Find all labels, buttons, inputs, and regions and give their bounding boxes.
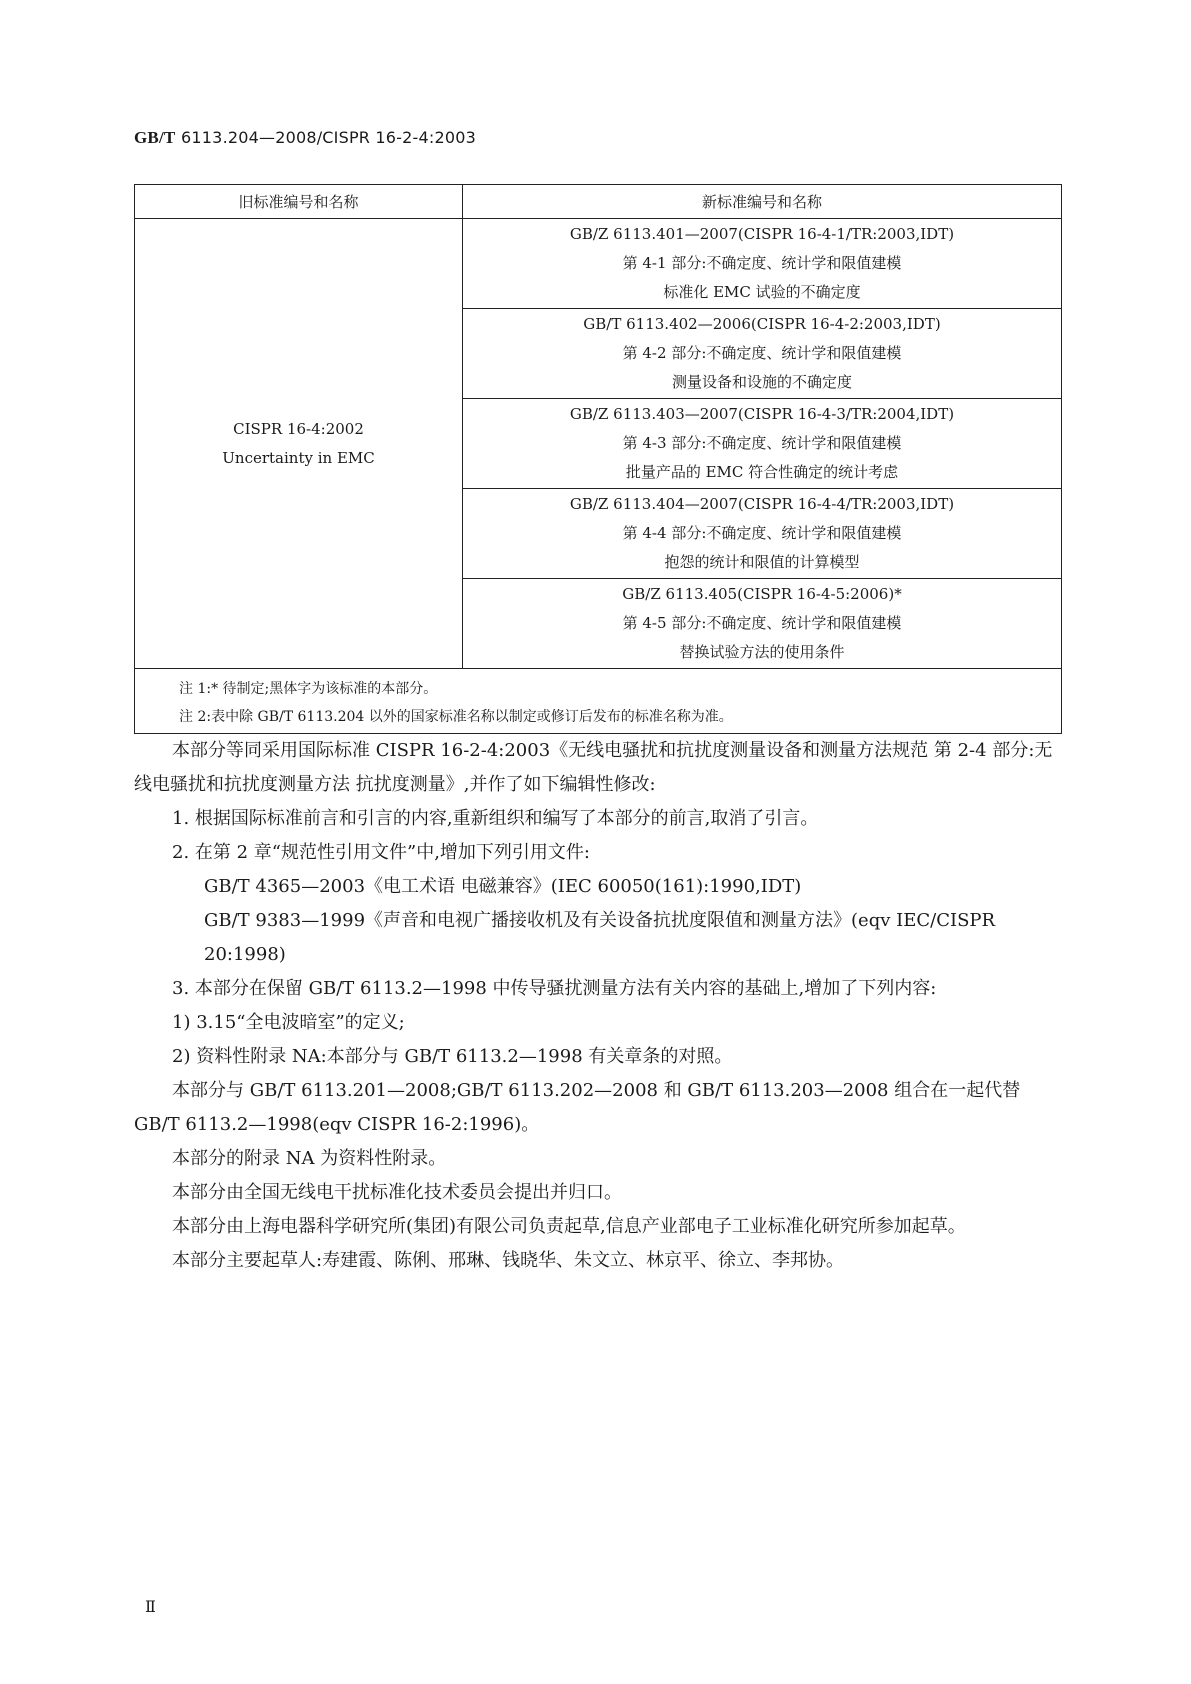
table-header-row [135, 185, 1062, 219]
old-standard-code: CISPR 16-4:2002 [233, 419, 364, 438]
new-standard-code: GB/Z 6113.405(CISPR 16-4-5:2006)* [622, 585, 902, 603]
new-standard-part: 第 4-2 部分:不确定度、统计学和限值建模 [622, 344, 902, 362]
sub-item-2: 2) 资料性附录 NA:本部分与 GB/T 6113.2—1998 有关章条的对照。 [172, 1046, 733, 1067]
reference-1: GB/T 4365—2003《电工术语 电磁兼容》(IEC 60050(161):1990,IDT) [204, 876, 802, 897]
new-standard-title: 抱怨的统计和限值的计算模型 [664, 553, 860, 571]
drafting-org-paragraph: 本部分由上海电器科学研究所(集团)有限公司负责起草,信息产业部电子工业标准化研究所参加起草。 [172, 1216, 966, 1237]
list-item-1: 1. 根据国际标准前言和引言的内容,重新组织和编写了本部分的前言,取消了引言。 [172, 808, 819, 829]
sub-item-1: 1) 3.15“全电波暗室”的定义; [172, 1012, 405, 1033]
foreword-body [134, 734, 1061, 1278]
annex-paragraph: 本部分的附录 NA 为资料性附录。 [172, 1148, 447, 1169]
column-header-old: 旧标准编号和名称 [135, 185, 463, 219]
standard-code: 6113.204—2008/CISPR 16-2-4:2003 [181, 128, 476, 147]
proposed-paragraph: 本部分由全国无线电干扰标准化技术委员会提出并归口。 [172, 1182, 622, 1203]
new-standard-cell [463, 219, 1062, 309]
standards-table [134, 184, 1062, 734]
list-item-2: 2. 在第 2 章“规范性引用文件”中,增加下列引用文件: [172, 842, 590, 863]
old-standard-cell [135, 219, 463, 669]
table-row [135, 219, 1062, 309]
drafters-paragraph: 本部分主要起草人:寿建霞、陈俐、邢琳、钱晓华、朱文立、林京平、徐立、李邦协。 [172, 1250, 845, 1271]
page-header [134, 128, 476, 148]
replacement-paragraph: 本部分与 GB/T 6113.201—2008;GB/T 6113.202—2008 和 GB/T 6113.203—2008 组合在一起代替 GB/T 6113.2—1998(eqv CISPR 16-2:1996)。 [134, 1080, 1021, 1135]
new-standard-cell [463, 309, 1062, 399]
new-standard-cell [463, 579, 1062, 669]
new-standard-part: 第 4-4 部分:不确定度、统计学和限值建模 [622, 524, 902, 542]
new-standard-code: GB/Z 6113.403—2007(CISPR 16-4-3/TR:2004,IDT) [569, 405, 955, 423]
new-standard-cell [463, 399, 1062, 489]
reference-2: GB/T 9383—1999《声音和电视广播接收机及有关设备抗扰度限值和测量方法》(eqv IEC/CISPR 20:1998) [204, 910, 996, 965]
new-standard-code: GB/T 6113.402—2006(CISPR 16-4-2:2003,IDT) [583, 315, 941, 333]
new-standard-part: 第 4-5 部分:不确定度、统计学和限值建模 [622, 614, 902, 632]
new-standard-part: 第 4-3 部分:不确定度、统计学和限值建模 [622, 434, 902, 452]
new-standard-cell [463, 489, 1062, 579]
table-notes-row [135, 669, 1062, 734]
new-standard-code: GB/Z 6113.401—2007(CISPR 16-4-1/TR:2003,IDT) [569, 225, 955, 243]
new-standard-part: 第 4-1 部分:不确定度、统计学和限值建模 [622, 254, 902, 272]
table-note-2: 注 2:表中除 GB/T 6113.204 以外的国家标准名称以制定或修订后发布的标准名称为准。 [179, 709, 733, 725]
column-header-new: 新标准编号和名称 [463, 185, 1062, 219]
intro-paragraph: 本部分等同采用国际标准 CISPR 16-2-4:2003《无线电骚扰和抗扰度测量设备和测量方法规范 第 2-4 部分:无线电骚扰和抗扰度测量方法 抗扰度测量》,并作了如下编辑性修改: [134, 740, 1053, 795]
page-number: Ⅱ [145, 1597, 156, 1616]
table-note-1: 注 1:* 待制定;黑体字为该标准的本部分。 [179, 681, 438, 697]
table-notes [135, 669, 1062, 734]
standard-code-bold: GB/T [134, 128, 176, 147]
old-standard-name: Uncertainty in EMC [222, 448, 375, 467]
new-standard-code: GB/Z 6113.404—2007(CISPR 16-4-4/TR:2003,IDT) [569, 495, 955, 513]
new-standard-title: 批量产品的 EMC 符合性确定的统计考虑 [625, 463, 899, 481]
new-standard-title: 替换试验方法的使用条件 [679, 643, 845, 661]
list-item-3: 3. 本部分在保留 GB/T 6113.2—1998 中传导骚扰测量方法有关内容的基础上,增加了下列内容: [172, 978, 937, 999]
new-standard-title: 测量设备和设施的不确定度 [671, 373, 852, 391]
new-standard-title: 标准化 EMC 试验的不确定度 [663, 283, 861, 301]
